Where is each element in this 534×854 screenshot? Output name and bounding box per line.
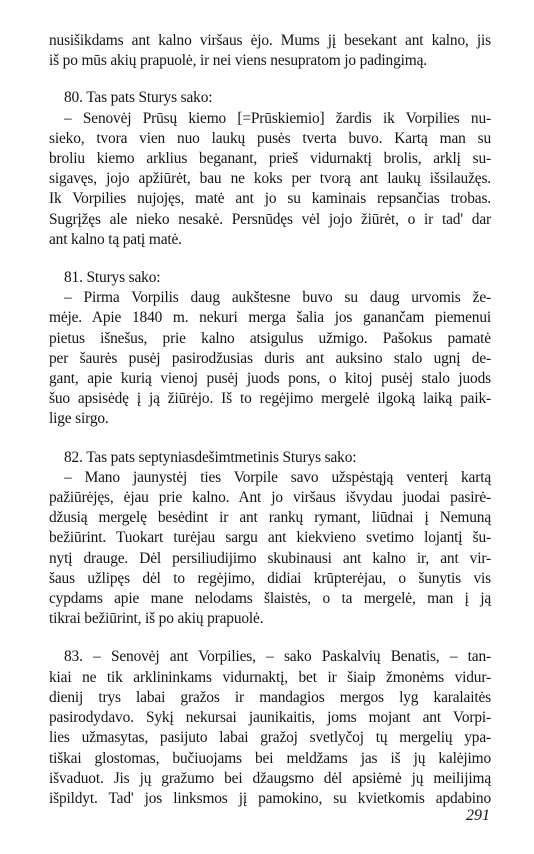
text-line: ant kalno tą patį matė. bbox=[49, 230, 182, 248]
text-line: bežiūrint. Tuokart turėjau sargu ant kiekvieno svetimo lojantį šu- bbox=[49, 529, 491, 547]
story-82 bbox=[49, 448, 491, 630]
text-line: šaus užlipęs dėl to regėjimo, didiai krūpterėjau, o šunytis vis bbox=[49, 569, 491, 587]
text-line: – Pirma Vorpilis daug aukštesne buvo su daug urvomis že- bbox=[64, 289, 491, 307]
text-line: Ik Vorpilies nujojęs, matė ant jo su kaminais repsančias trobas. bbox=[49, 190, 491, 208]
story-heading: 80. Tas pats Sturys sako: bbox=[64, 89, 213, 107]
text-line: gant, apie kurią vienoj pusėj juods pons, o kitoj pusėj stalo juods bbox=[49, 370, 491, 388]
text-line: išpildyt. Tad' jos linksmos jį pamokino, su kvietkomis apdabino bbox=[49, 789, 491, 807]
text-line: Sugrįžęs ale nieko nesakė. Persnūdęs vėl jojo žiūrėt, o ir tad' dar bbox=[49, 210, 491, 228]
text-line: nytį drauge. Dėl persiliudijimo skubinausi ant kalno ir, ant vir- bbox=[49, 549, 491, 567]
story-heading: 81. Sturys sako: bbox=[64, 269, 161, 287]
text-line: cypdams apie mane nelodams šlaistės, o ta mergelė, man į ją bbox=[49, 590, 491, 608]
text-line: pažiūrėjęs, ėjau prie kalno. Ant jo viršaus išvydau juodai pasirė- bbox=[49, 489, 491, 507]
text-line: lige sirgo. bbox=[49, 410, 109, 428]
text-line: – Mano jaunystėj ties Vorpile savo užspėstąją venterį kartą bbox=[64, 468, 491, 486]
text-line: kiai ne tik arklininkams vidurnaktį, bet ir šiaip žmonėms vidur- bbox=[49, 668, 491, 686]
text-line: tikrai bežiūrint, iš po akių prapuolė. bbox=[49, 610, 264, 628]
text-line: pietus išnešus, prie kalno atsigulus užmigo. Pašokus pamatė bbox=[49, 329, 491, 347]
text-line: mėje. Apie 1840 m. nekuri merga šalia jos ganančam piemenui bbox=[49, 309, 491, 327]
story-80 bbox=[49, 88, 491, 250]
text-line: lies užmasytas, pasijuto labai gražoj svetlyčoj tų mergelių ypa- bbox=[49, 729, 491, 747]
text-line: išvaduot. Jis jų gražumo bei džaugsmo dėl apsiėmė jų meilijimą bbox=[49, 769, 491, 787]
text-line: sieko, tvora vien nuo laukų pusės tverta buvo. Kartą man su bbox=[49, 129, 491, 147]
text-line: pasirodydavo. Sykį nekursai jaunikaitis, joms mojant ant Vorpi- bbox=[49, 709, 491, 727]
text-line: sigavęs, jojo apžiūrėt, bau ne koks per tvorą ant laukų išsilaužęs. bbox=[49, 170, 491, 188]
text-line: 83. – Senovėj ant Vorpilies, – sako Paskalvių Benatis, – tan- bbox=[64, 648, 491, 666]
document-page bbox=[49, 31, 491, 827]
text-line: džusią mergelę besėdint ir ant rankų rymant, liūdnai į Nemuną bbox=[49, 509, 491, 527]
text-line: tiškai glostomas, bučiuojams bei meldžams jas iš jų kalėjimo bbox=[49, 749, 491, 767]
story-heading: 82. Tas pats septyniasdešimtmetinis Sturys sako: bbox=[64, 448, 357, 466]
text-line: šuo apsisėdę į ją žiūrėjo. Iš to regėjimo mergelė ilgoką laiką paik- bbox=[49, 390, 491, 408]
text-line: broliu kiemo arklius beganant, prieš vidurnaktį brolis, arklį su- bbox=[49, 150, 491, 168]
page-number: 291 bbox=[466, 807, 490, 824]
text-line: per šaurės pusėj pasirodžusias duris ant auksino stalo ugnį de- bbox=[49, 349, 491, 367]
intro-paragraph bbox=[49, 31, 491, 71]
text-line: iš po mūs akių prapuolė, ir nei viens nesupratom jo padingimą. bbox=[49, 52, 427, 70]
text-line: – Senovėj Prūsų kiemo [=Prūskiemio] žardis ik Vorpilies nu- bbox=[64, 109, 491, 127]
story-81 bbox=[49, 268, 491, 430]
text-line: nusišikdams ant kalno viršaus ėjo. Mums jį besekant ant kalno, jis bbox=[49, 32, 491, 49]
text-line: dienij trys labai gražos ir mandagios mergos lyg karalaitės bbox=[49, 688, 491, 706]
story-83 bbox=[49, 647, 491, 809]
